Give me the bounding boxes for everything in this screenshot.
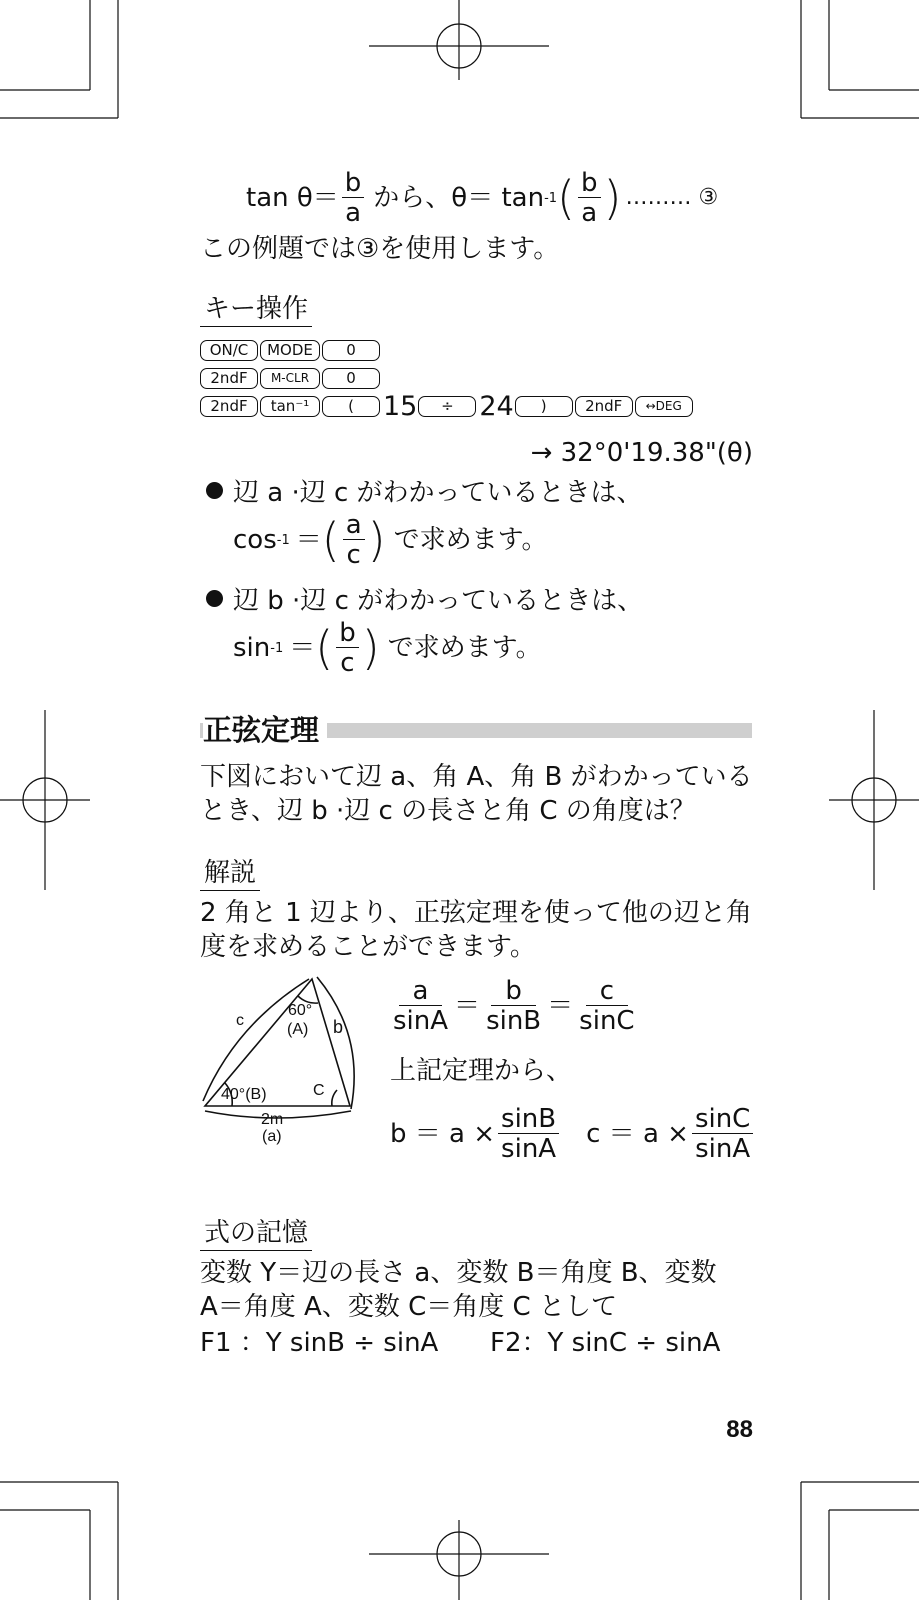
key-zero: 0	[322, 340, 380, 361]
bullet-item-1: 辺 a ·辺 c がわかっているときは、	[206, 480, 643, 506]
law-of-sines: $\frac{a}{\sin A}$ ＝ $\frac{b}{\sin B}$ ＝ $\frac{c}{\sin C}$	[393, 976, 635, 1036]
formula-tan: tan θ＝ $\frac{b}{a}$ から、θ＝ tan -1 ( $\frac{b}{a}$ ) ……… ③	[246, 168, 719, 228]
key-row-3	[200, 390, 695, 422]
from-theorem: 上記定理から、	[390, 1056, 573, 1086]
key-divide: ÷	[418, 396, 476, 417]
entered-number: 24	[479, 390, 514, 422]
cos-inverse-formula: cos -1 ＝ ( $\frac{a}{c}$ ) で求めます。	[233, 510, 548, 570]
key-close-paren: )	[515, 396, 573, 417]
side-c-arc	[203, 979, 309, 1101]
key-sequence	[200, 338, 695, 422]
key-row-1	[200, 338, 695, 362]
key-open-paren: (	[322, 396, 380, 417]
angle-c-label: C	[313, 1082, 325, 1099]
section-heading	[203, 708, 327, 749]
formula-lhs: tan θ＝	[246, 183, 339, 213]
problem-text: 下図において辺 a、角 A、角 B がわかっている とき、辺 b ·辺 c の長さと角 C の角度は？	[200, 762, 753, 826]
key-row-2	[200, 366, 695, 390]
result-formulas: b ＝ a × $\frac{\sin B}{\sin A}$ c ＝ a × $\frac{\sin C}{\sin A}$	[390, 1106, 756, 1162]
section-title: 正弦定理	[203, 713, 327, 747]
key-op-label: キー操作	[200, 288, 312, 325]
key-m-clr: M-CLR	[260, 368, 320, 389]
side-c-label: c	[236, 1012, 244, 1029]
formula-mid: から、θ＝ tan	[373, 183, 545, 213]
result-value: → 32°0'19.38"(θ)	[530, 438, 753, 468]
explanation-label: 解説	[200, 852, 260, 889]
angle-c-arc	[332, 1090, 337, 1106]
memory-formula-f1: F1 ：Y sinB ÷ sinA	[200, 1328, 439, 1358]
fraction-b-over-a-2: $\frac{b}{a}$	[578, 170, 601, 226]
key-on-c: ON/C	[200, 340, 258, 361]
key-deg-convert: ↔DEG	[635, 396, 693, 417]
page-number: 88	[726, 1416, 753, 1443]
explanation-text: 2 角と 1 辺より、正弦定理を使って他の辺と角 度を求めることができます。	[200, 898, 752, 962]
sin-inverse-formula: sin -1 ＝ ( $\frac{b}{c}$ ) で求めます。	[233, 618, 542, 678]
key-zero: 0	[322, 368, 380, 389]
entered-number: 15	[383, 390, 418, 422]
bullet-icon	[206, 482, 223, 499]
bullet-item-2: 辺 b ·辺 c がわかっているときは、	[206, 588, 643, 614]
key-2ndf: 2ndF	[200, 368, 258, 389]
key-mode: MODE	[260, 340, 320, 361]
formula-ref: ……… ③	[625, 185, 719, 210]
intro-line: この例題では③を使用します。	[200, 234, 560, 264]
memory-formula-f2: F2：Y sinC ÷ sinA	[490, 1328, 721, 1358]
key-2ndf: 2ndF	[200, 396, 258, 417]
memory-label: 式の記憶	[200, 1212, 312, 1249]
angle-b-label: 40°(B)	[221, 1086, 267, 1103]
key-2ndf: 2ndF	[575, 396, 633, 417]
angle-a-name: (A)	[287, 1021, 309, 1038]
side-a-length: 2m	[261, 1111, 284, 1128]
triangle-diagram	[195, 975, 370, 1155]
fraction-b-over-a: $\frac{b}{a}$	[342, 170, 365, 226]
angle-a-label: 60°	[288, 1002, 313, 1019]
side-a-name: (a)	[262, 1128, 282, 1145]
key-tan-inverse: tan⁻¹	[260, 396, 320, 417]
bullet-icon	[206, 590, 223, 607]
side-b-label: b	[333, 1017, 344, 1037]
memory-text: 変数 Y＝辺の長さ a、変数 B＝角度 B、変数 A＝角度 A、変数 C＝角度 C として	[200, 1258, 717, 1322]
